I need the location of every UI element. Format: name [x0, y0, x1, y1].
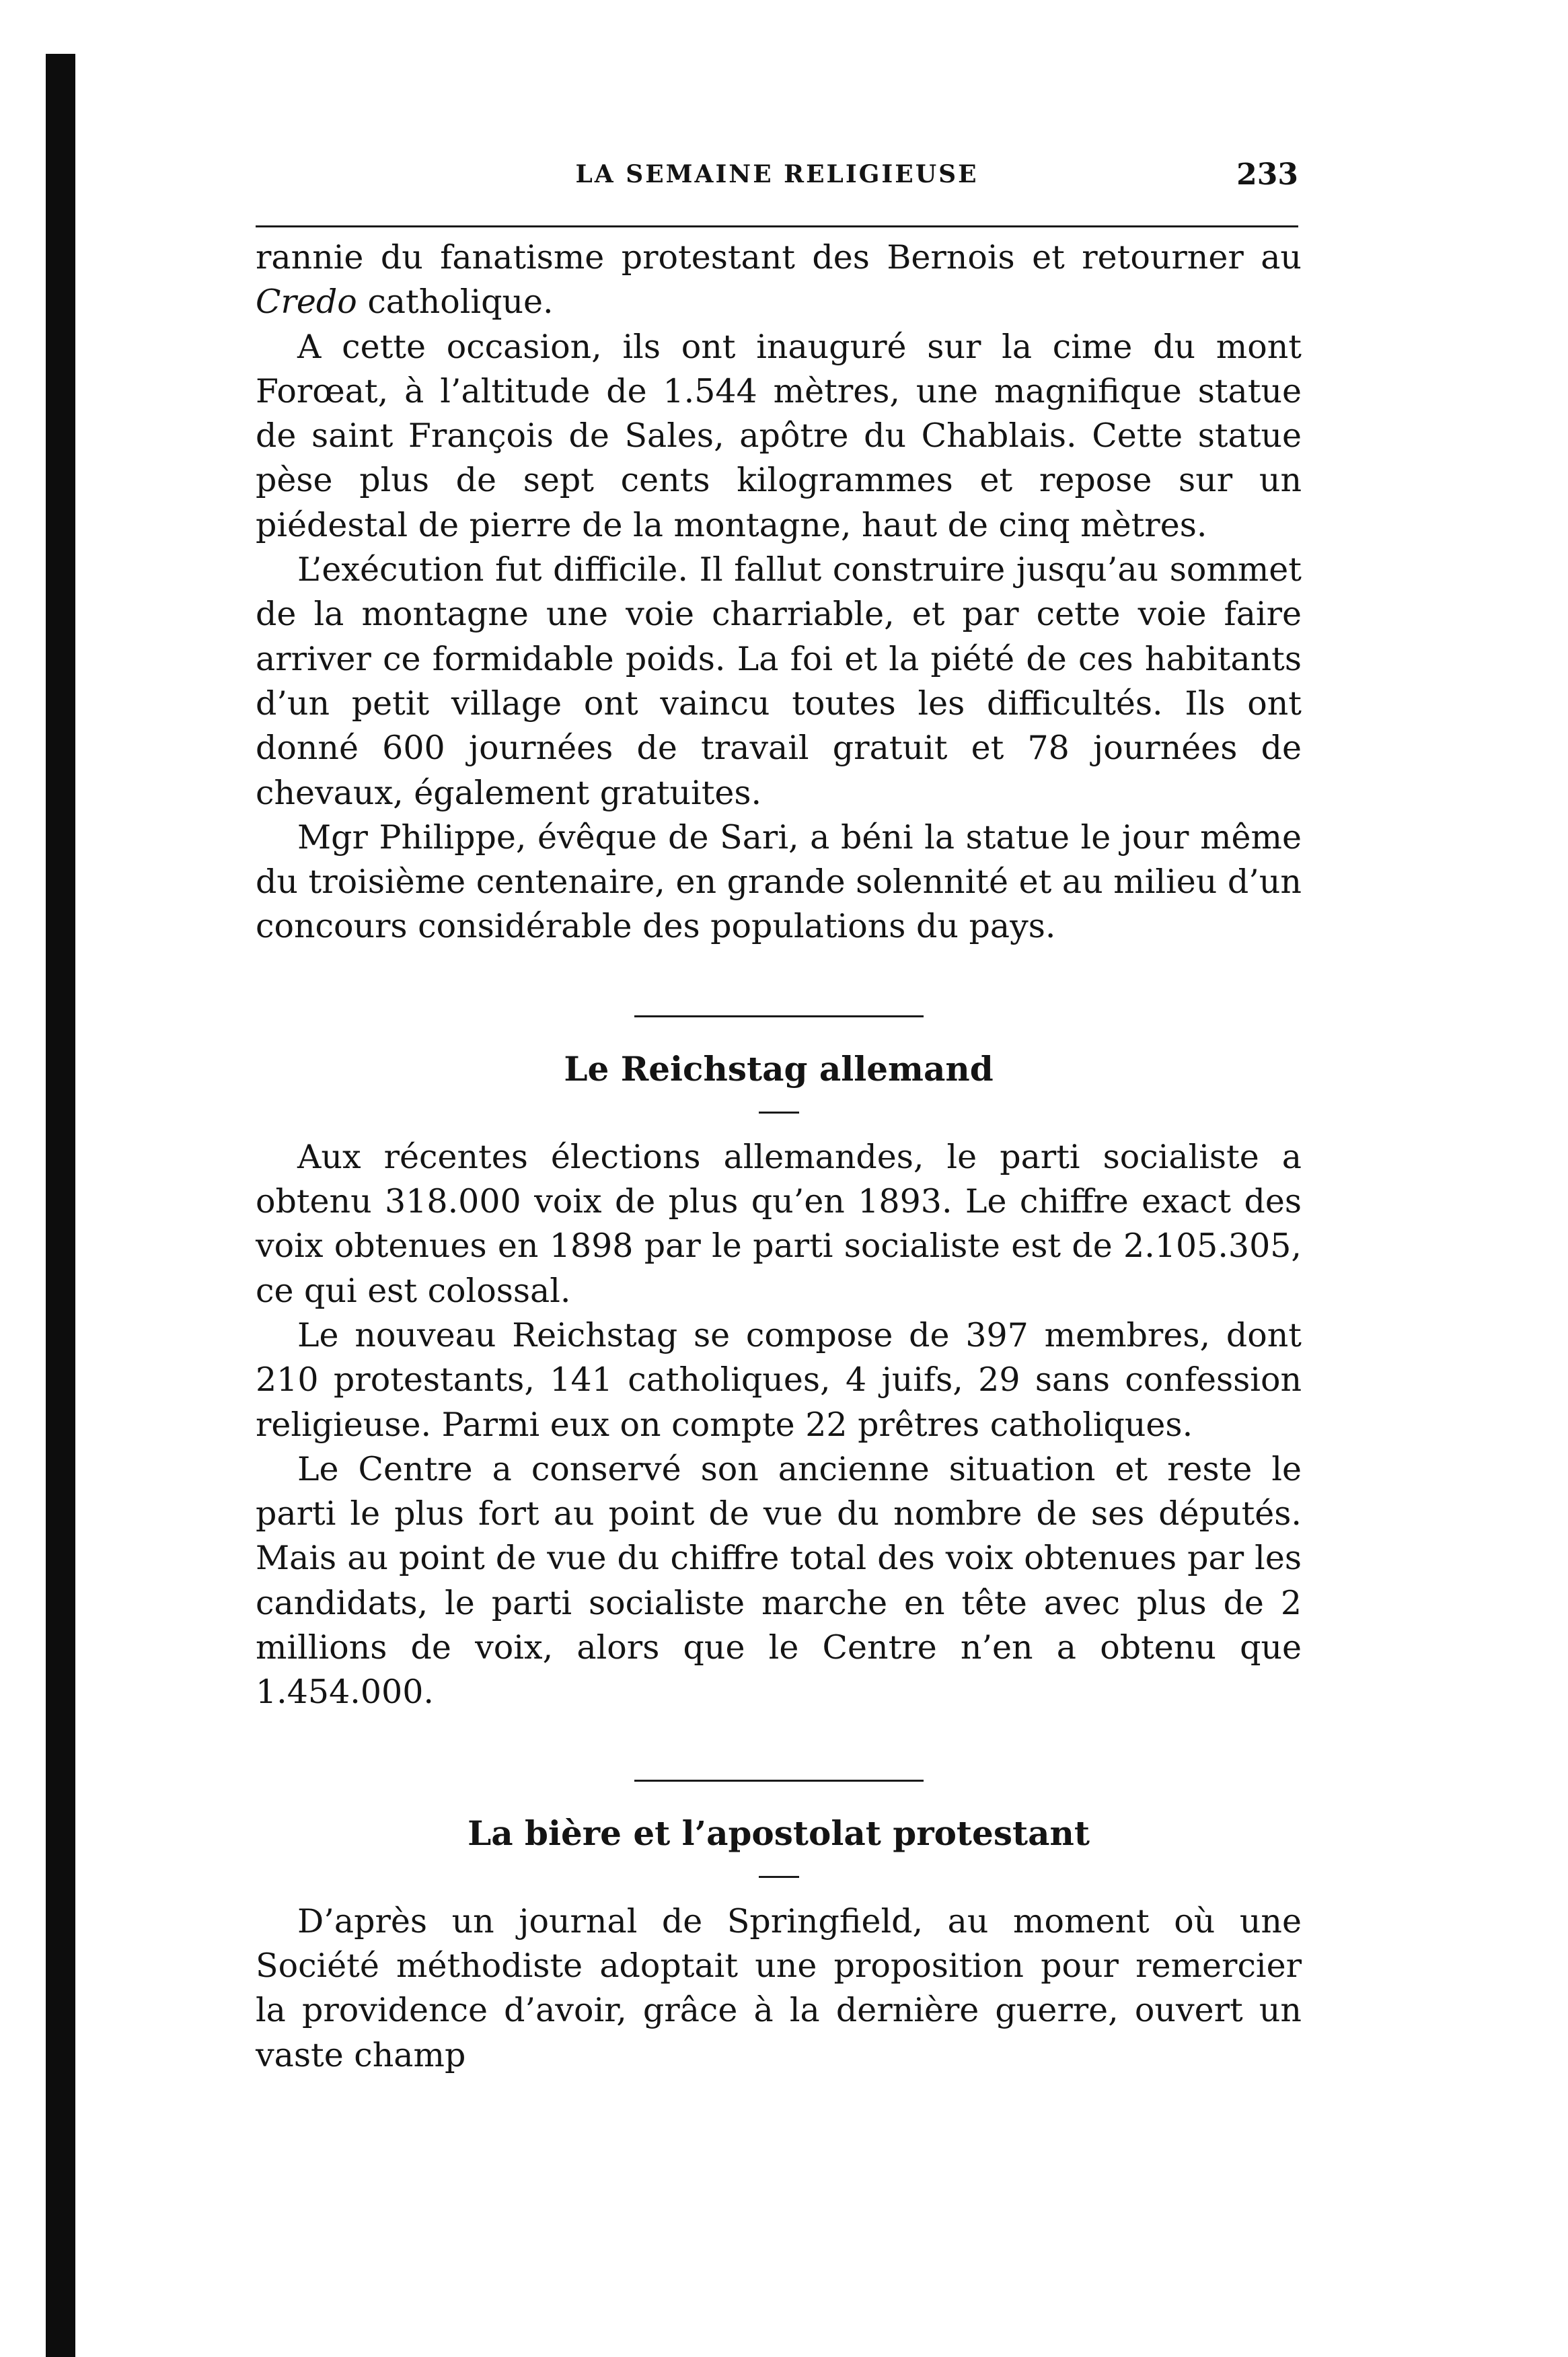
paragraph: L’exécution fut difficile. Il fallut construire jusqu’au sommet de la montagne une voie charriable, et par cette voie faire arriver ce formidable poids. La foi et la piété de ces habitants d’un petit village ont vaincu toutes les difficultés. Ils ont donné 600 journées de travail gratuit et 78 journées de chevaux, également gratuites. [256, 550, 1302, 812]
header-rule [256, 225, 1298, 227]
section-title: La bière et l’apostolat protestant [468, 1813, 1090, 1853]
section-title: Le Reichstag allemand [564, 1048, 994, 1089]
page-number: 233 [1236, 157, 1298, 192]
running-head [256, 157, 1298, 201]
credo-word: Credo [256, 283, 357, 322]
paragraph: Le nouveau Reichstag se compose de 397 membres, dont 210 protestants, 141 catholiques, 4 juifs, 29 sans confession religieuse. Parmi eux on compte 22 prêtres catholiques. [256, 1315, 1302, 1444]
continued-text-end: catholique. [367, 283, 554, 322]
continued-text: rannie du fanatisme protestant des Bernois et retourner au [256, 238, 1302, 277]
text-block [256, 235, 1302, 2078]
running-title: LA SEMAINE RELIGIEUSE [575, 160, 979, 188]
paragraph: D’après un journal de Springfield, au moment où une Société méthodiste adoptait une proposition pour remercier la providence d’avoir, grâce à la dernière guerre, ouvert un vaste champ [256, 1901, 1302, 2074]
continued-paragraph [256, 235, 1302, 325]
paragraph: A cette occasion, ils ont inauguré sur la cime du mont Forœat, à l’altitude de 1.544 mètres, une magnifique statue de saint François de Sales, apôtre du Chablais. Cette statue pèse plus de sept cents kilogrammes et repose sur un piédestal de pierre de la montagne, haut de cinq mètres. [256, 327, 1302, 544]
paragraph: Mgr Philippe, évêque de Sari, a béni la statue le jour même du troisième centenaire, en grande solennité et au milieu d’un concours considérable des populations du pays. [256, 818, 1302, 946]
paragraph: Le Centre a conservé son ancienne situation et reste le parti le plus fort au point de vue du nombre de ses députés. Mais au point de vue du chiffre total des voix obtenues par les candidats, le parti socialiste marche en tête avec plus de 2 millions de voix, alors que le Centre n’en a obtenu que 1.454.000. [256, 1449, 1302, 1712]
paragraph: Aux récentes élections allemandes, le parti socialiste a obtenu 318.000 voix de plus qu’en 1893. Le chiffre exact des voix obtenues en 1898 par le parti socialiste est de 2.105.305, ce qui est colossal. [256, 1137, 1302, 1310]
